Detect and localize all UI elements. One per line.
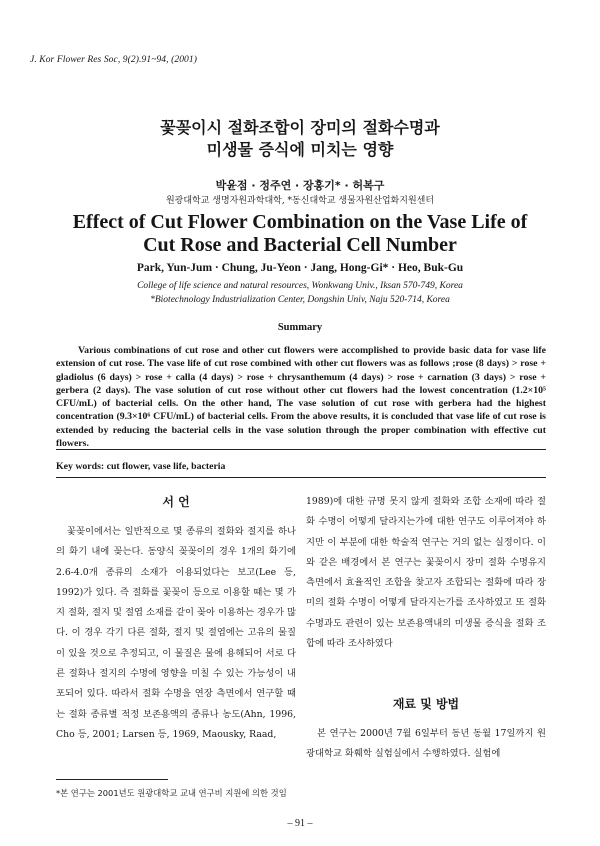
footnote-rule [56, 779, 168, 780]
left-column [56, 522, 296, 745]
korean-authors: 박윤점 · 정주연 · 장홍기* · 허복구 [215, 179, 385, 192]
introduction-continued: 1989)에 대한 규명 못지 않게 절화와 조합 소재에 따라 절화 수명이 어떻게 달라지는가에 대한 연구도 이루어져야 하지만 이 부분에 대한 학술적 연구는 거의 없는 실정이다. 이와 같은 배경에서 본 연구는 꽃꽂이시 장미 절화 수명유지 측면에서 효율적인 조합을 찾고자 조합되는 절화에 따라 장미의 절화 수명이 어떻게 달라지는가를 조사하였고 또 절화 수명과도 관련이 있는 보존용액내의 미생물 증식을 절화 조합에 따라 조사하였다 [306, 496, 546, 650]
korean-title-line-1: 꽃꽂이시 절화조합이 장미의 절화수명과 [160, 118, 440, 137]
keywords: Key words: cut flower, vase life, bacteria [56, 461, 226, 472]
summary-text: Various combinations of cut rose and other cut flowers were accomplished to provide basic data for vase life extension of cut rose. The vase life of cut rose combined with other cut flowers was as follows ;rose (8 days) > rose + gladiolus (6 days) > rose + calla (4 days) > rose + chrysanthemum (4 days) > rose + carnation (3 days) > rose + gerbera (2 days). The vase solution of cut rose without other cut flowers had the lowest concentration (1.2×10⁵ CFU/mL) of bacterial cells. On the other hand, The vase solution of cut rose with gerbera had the highest concentration (9.3×10⁶ CFU/mL) of bacterial cells. From the above results, it is concluded that vase life of cut rose is extended by reducing the bacterial cells in the vase solution through the proper combination with effective cut flowers. [56, 345, 546, 450]
journal-citation: J. Kor Flower Res Soc, 9(2).91~94, (2001) [30, 55, 198, 65]
english-affiliation-line-1: College of life science and natural resources, Wonkwang Univ., Iksan 570-749, Korea [137, 281, 463, 291]
funding-footnote: *본 연구는 2001년도 원광대학교 교내 연구비 지원에 의한 것임 [56, 788, 287, 798]
english-title-line-2: Cut Rose and Bacterial Cell Number [143, 234, 457, 256]
introduction-heading: 서 언 [162, 495, 190, 509]
methods-text: 본 연구는 2000년 7월 6일부터 동년 동월 17일까지 원광대학교 화훼학 실험실에서 수행하였다. 실험에 [306, 728, 546, 760]
divider-bottom [56, 477, 546, 478]
korean-affiliation: 원광대학교 생명자원과학대학, *동신대학교 생물자원산업화지원센터 [165, 196, 435, 206]
divider-top [56, 449, 546, 450]
english-affiliation-line-2: *Biotechnology Industrialization Center, Dongshin Univ, Naju 520-714, Korea [150, 295, 450, 305]
methods-column [306, 724, 546, 765]
page-number: – 91 – [287, 818, 313, 829]
english-authors: Park, Yun-Jum · Chung, Ju-Yeon · Jang, Hong-Gi* · Heo, Buk-Gu [136, 262, 464, 274]
methods-heading: 재료 및 방법 [392, 697, 460, 711]
english-title-line-1: Effect of Cut Flower Combination on the Vase Life of [72, 211, 528, 233]
introduction-text: 꽃꽂이에서는 일반적으로 몇 종류의 절화와 절지를 하나의 화기 내에 꽂는다. 동양식 꽂꽂이의 경우 1개의 화기에 2.6-4.0개 종류의 소재가 이용되었다는 보고(Lee 등, 1992)가 있다. 즉 절화를 꽃꽂이 등으로 이용할 때는 몇 가지 절화, 절지 및 절엽 소재를 같이 꽂아 이용하는 경우가 많다. 이 경우 각기 다른 절화, 절지 및 절엽에는 고유의 물질이 있을 것으로 추정되고, 이 물질은 물에 용해되어 서로 다른 절화나 절지의 수명에 영향을 미칠 수 있는 가능성이 내포되어 있다. 따라서 절화 수명을 연장 측면에서 연구할 때는 절화 종류별 적정 보존용액의 종류나 농도(Ahn, 1996, Cho 등, 2001; Larsen 등, 1969, Maousky, Raad, [56, 526, 296, 740]
summary-heading: Summary [277, 322, 323, 333]
korean-title-line-2: 미생물 증식에 미치는 영향 [206, 140, 394, 159]
right-column [306, 492, 546, 654]
